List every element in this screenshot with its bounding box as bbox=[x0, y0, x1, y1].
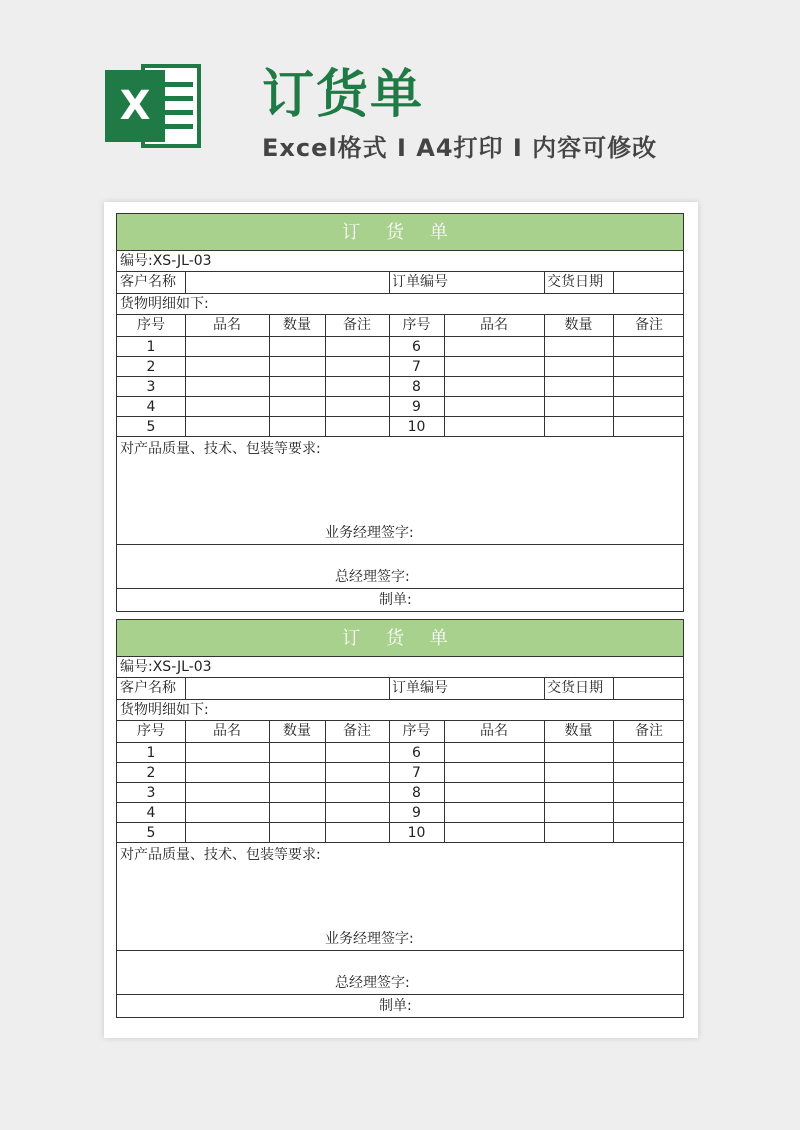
quantity-cell[interactable] bbox=[544, 823, 613, 842]
column-header: 序号 bbox=[137, 723, 165, 739]
column-header: 备注 bbox=[343, 723, 371, 739]
row-index-right: 6 bbox=[412, 745, 421, 761]
order-form bbox=[116, 213, 684, 612]
document-sheet bbox=[104, 202, 698, 1038]
row-index-left: 2 bbox=[146, 359, 156, 375]
product-name-cell[interactable] bbox=[185, 763, 269, 782]
remarks-cell[interactable] bbox=[325, 803, 389, 822]
column-header: 序号 bbox=[402, 723, 431, 739]
remarks-cell[interactable] bbox=[613, 397, 685, 416]
remarks-cell[interactable] bbox=[325, 377, 389, 396]
customer-row bbox=[117, 272, 683, 294]
delivery-date-label: 交货日期 bbox=[547, 274, 603, 290]
details-label-row bbox=[117, 700, 683, 721]
column-header: 数量 bbox=[283, 723, 311, 739]
remarks-cell[interactable] bbox=[325, 763, 389, 782]
form-number-row bbox=[117, 657, 683, 678]
product-name-cell[interactable] bbox=[185, 337, 269, 356]
general-manager-signature-row[interactable] bbox=[117, 545, 683, 589]
row-index-right: 8 bbox=[412, 379, 421, 395]
table-row bbox=[117, 337, 683, 357]
general-manager-signature-label: 总经理签字: bbox=[335, 569, 410, 585]
product-name-cell[interactable] bbox=[185, 417, 269, 436]
product-name-cell[interactable] bbox=[444, 763, 544, 782]
requirements-label: 对产品质量、技术、包装等要求: bbox=[120, 441, 321, 457]
product-name-cell[interactable] bbox=[185, 357, 269, 376]
column-header: 备注 bbox=[343, 317, 371, 333]
page-title: 订货单 bbox=[262, 65, 425, 125]
order-form bbox=[116, 619, 684, 1018]
form-title-bar bbox=[117, 213, 683, 251]
quantity-cell[interactable] bbox=[544, 357, 613, 376]
product-name-cell[interactable] bbox=[444, 337, 544, 356]
quantity-cell[interactable] bbox=[269, 743, 325, 762]
remarks-cell[interactable] bbox=[325, 417, 389, 436]
column-header: 数量 bbox=[564, 317, 593, 333]
column-header: 品名 bbox=[480, 317, 508, 333]
column-header: 序号 bbox=[137, 317, 165, 333]
form-title: 订 货 单 bbox=[342, 628, 458, 649]
row-index-left: 2 bbox=[146, 765, 156, 781]
quantity-cell[interactable] bbox=[269, 803, 325, 822]
form-number: 编号:XS-JL-03 bbox=[120, 659, 212, 675]
quantity-cell[interactable] bbox=[544, 803, 613, 822]
column-header: 品名 bbox=[213, 723, 241, 739]
product-name-cell[interactable] bbox=[444, 823, 544, 842]
row-index-left: 5 bbox=[146, 419, 156, 435]
quantity-cell[interactable] bbox=[544, 783, 613, 802]
remarks-cell[interactable] bbox=[613, 783, 685, 802]
row-index-left: 5 bbox=[146, 825, 156, 841]
order-number-field[interactable] bbox=[457, 678, 544, 699]
row-index-right: 8 bbox=[412, 785, 421, 801]
remarks-cell[interactable] bbox=[613, 337, 685, 356]
table-row bbox=[117, 743, 683, 763]
form-number: 编号:XS-JL-03 bbox=[120, 253, 212, 269]
quantity-cell[interactable] bbox=[544, 417, 613, 436]
row-index-right: 9 bbox=[412, 399, 421, 415]
row-index-right: 9 bbox=[412, 805, 421, 821]
remarks-cell[interactable] bbox=[325, 783, 389, 802]
requirements-section[interactable] bbox=[117, 437, 683, 545]
table-row bbox=[117, 397, 683, 417]
product-name-cell[interactable] bbox=[444, 377, 544, 396]
row-index-left: 3 bbox=[146, 379, 156, 395]
product-name-cell[interactable] bbox=[185, 397, 269, 416]
row-index-right: 10 bbox=[407, 419, 426, 435]
remarks-cell[interactable] bbox=[325, 397, 389, 416]
table-row bbox=[117, 763, 683, 783]
quantity-cell[interactable] bbox=[269, 783, 325, 802]
column-header: 备注 bbox=[635, 723, 663, 739]
details-label: 货物明细如下: bbox=[120, 702, 209, 718]
column-header: 序号 bbox=[402, 317, 431, 333]
order-number-label: 订单编号 bbox=[392, 274, 448, 290]
sales-manager-signature-label: 业务经理签字: bbox=[325, 931, 414, 947]
excel-logo-icon bbox=[105, 58, 201, 154]
table-header-row bbox=[117, 315, 683, 337]
remarks-cell[interactable] bbox=[613, 823, 685, 842]
quantity-cell[interactable] bbox=[544, 763, 613, 782]
prepared-by-label: 制单: bbox=[379, 592, 412, 608]
table-row bbox=[117, 417, 683, 437]
product-name-cell[interactable] bbox=[185, 803, 269, 822]
sales-manager-signature-label: 业务经理签字: bbox=[325, 525, 414, 541]
column-header: 品名 bbox=[213, 317, 241, 333]
quantity-cell[interactable] bbox=[269, 337, 325, 356]
column-header: 备注 bbox=[635, 317, 663, 333]
row-index-left: 1 bbox=[146, 745, 156, 761]
table-row bbox=[117, 377, 683, 397]
customer-row bbox=[117, 678, 683, 700]
row-index-right: 10 bbox=[407, 825, 426, 841]
remarks-cell[interactable] bbox=[613, 763, 685, 782]
row-index-right: 7 bbox=[412, 359, 421, 375]
remarks-cell[interactable] bbox=[613, 377, 685, 396]
row-index-left: 4 bbox=[146, 805, 156, 821]
quantity-cell[interactable] bbox=[269, 417, 325, 436]
prepared-by-label: 制单: bbox=[379, 998, 412, 1014]
order-number-label: 订单编号 bbox=[392, 680, 448, 696]
quantity-cell[interactable] bbox=[269, 397, 325, 416]
prepared-by-row[interactable] bbox=[117, 995, 683, 1018]
delivery-date-field[interactable] bbox=[613, 678, 685, 699]
general-manager-signature-row[interactable] bbox=[117, 951, 683, 995]
customer-name-label: 客户名称 bbox=[120, 680, 176, 696]
delivery-date-field[interactable] bbox=[613, 272, 685, 293]
quantity-cell[interactable] bbox=[269, 357, 325, 376]
requirements-section[interactable] bbox=[117, 843, 683, 951]
page-header bbox=[0, 0, 800, 190]
table-row bbox=[117, 783, 683, 803]
logo-letter: X bbox=[105, 70, 165, 142]
general-manager-signature-label: 总经理签字: bbox=[335, 975, 410, 991]
product-name-cell[interactable] bbox=[185, 783, 269, 802]
remarks-cell[interactable] bbox=[325, 823, 389, 842]
delivery-date-label: 交货日期 bbox=[547, 680, 603, 696]
quantity-cell[interactable] bbox=[544, 377, 613, 396]
row-index-left: 4 bbox=[146, 399, 156, 415]
remarks-cell[interactable] bbox=[613, 417, 685, 436]
table-row bbox=[117, 823, 683, 843]
customer-name-field[interactable] bbox=[185, 272, 389, 293]
quantity-cell[interactable] bbox=[269, 823, 325, 842]
row-index-right: 6 bbox=[412, 339, 421, 355]
customer-name-field[interactable] bbox=[185, 678, 389, 699]
product-name-cell[interactable] bbox=[444, 743, 544, 762]
table-row bbox=[117, 803, 683, 823]
remarks-cell[interactable] bbox=[325, 337, 389, 356]
quantity-cell[interactable] bbox=[544, 743, 613, 762]
product-name-cell[interactable] bbox=[185, 377, 269, 396]
product-name-cell[interactable] bbox=[185, 823, 269, 842]
column-header: 品名 bbox=[480, 723, 508, 739]
details-label: 货物明细如下: bbox=[120, 296, 209, 312]
remarks-cell[interactable] bbox=[613, 803, 685, 822]
remarks-cell[interactable] bbox=[325, 743, 389, 762]
customer-name-label: 客户名称 bbox=[120, 274, 176, 290]
remarks-cell[interactable] bbox=[325, 357, 389, 376]
order-number-field[interactable] bbox=[457, 272, 544, 293]
product-name-cell[interactable] bbox=[444, 803, 544, 822]
requirements-label: 对产品质量、技术、包装等要求: bbox=[120, 847, 321, 863]
column-header: 数量 bbox=[564, 723, 593, 739]
quantity-cell[interactable] bbox=[544, 337, 613, 356]
details-label-row bbox=[117, 294, 683, 315]
table-row bbox=[117, 357, 683, 377]
row-index-left: 1 bbox=[146, 339, 156, 355]
row-index-right: 7 bbox=[412, 765, 421, 781]
form-title-bar bbox=[117, 619, 683, 657]
product-name-cell[interactable] bbox=[185, 743, 269, 762]
prepared-by-row[interactable] bbox=[117, 589, 683, 612]
quantity-cell[interactable] bbox=[544, 397, 613, 416]
remarks-cell[interactable] bbox=[613, 743, 685, 762]
product-name-cell[interactable] bbox=[444, 783, 544, 802]
quantity-cell[interactable] bbox=[269, 377, 325, 396]
row-index-left: 3 bbox=[146, 785, 156, 801]
quantity-cell[interactable] bbox=[269, 763, 325, 782]
product-name-cell[interactable] bbox=[444, 397, 544, 416]
page-subtitle: Excel格式 I A4打印 I 内容可修改 bbox=[262, 134, 658, 162]
column-header: 数量 bbox=[283, 317, 311, 333]
product-name-cell[interactable] bbox=[444, 417, 544, 436]
form-number-row bbox=[117, 251, 683, 272]
table-header-row bbox=[117, 721, 683, 743]
form-title: 订 货 单 bbox=[342, 222, 458, 243]
product-name-cell[interactable] bbox=[444, 357, 544, 376]
remarks-cell[interactable] bbox=[613, 357, 685, 376]
